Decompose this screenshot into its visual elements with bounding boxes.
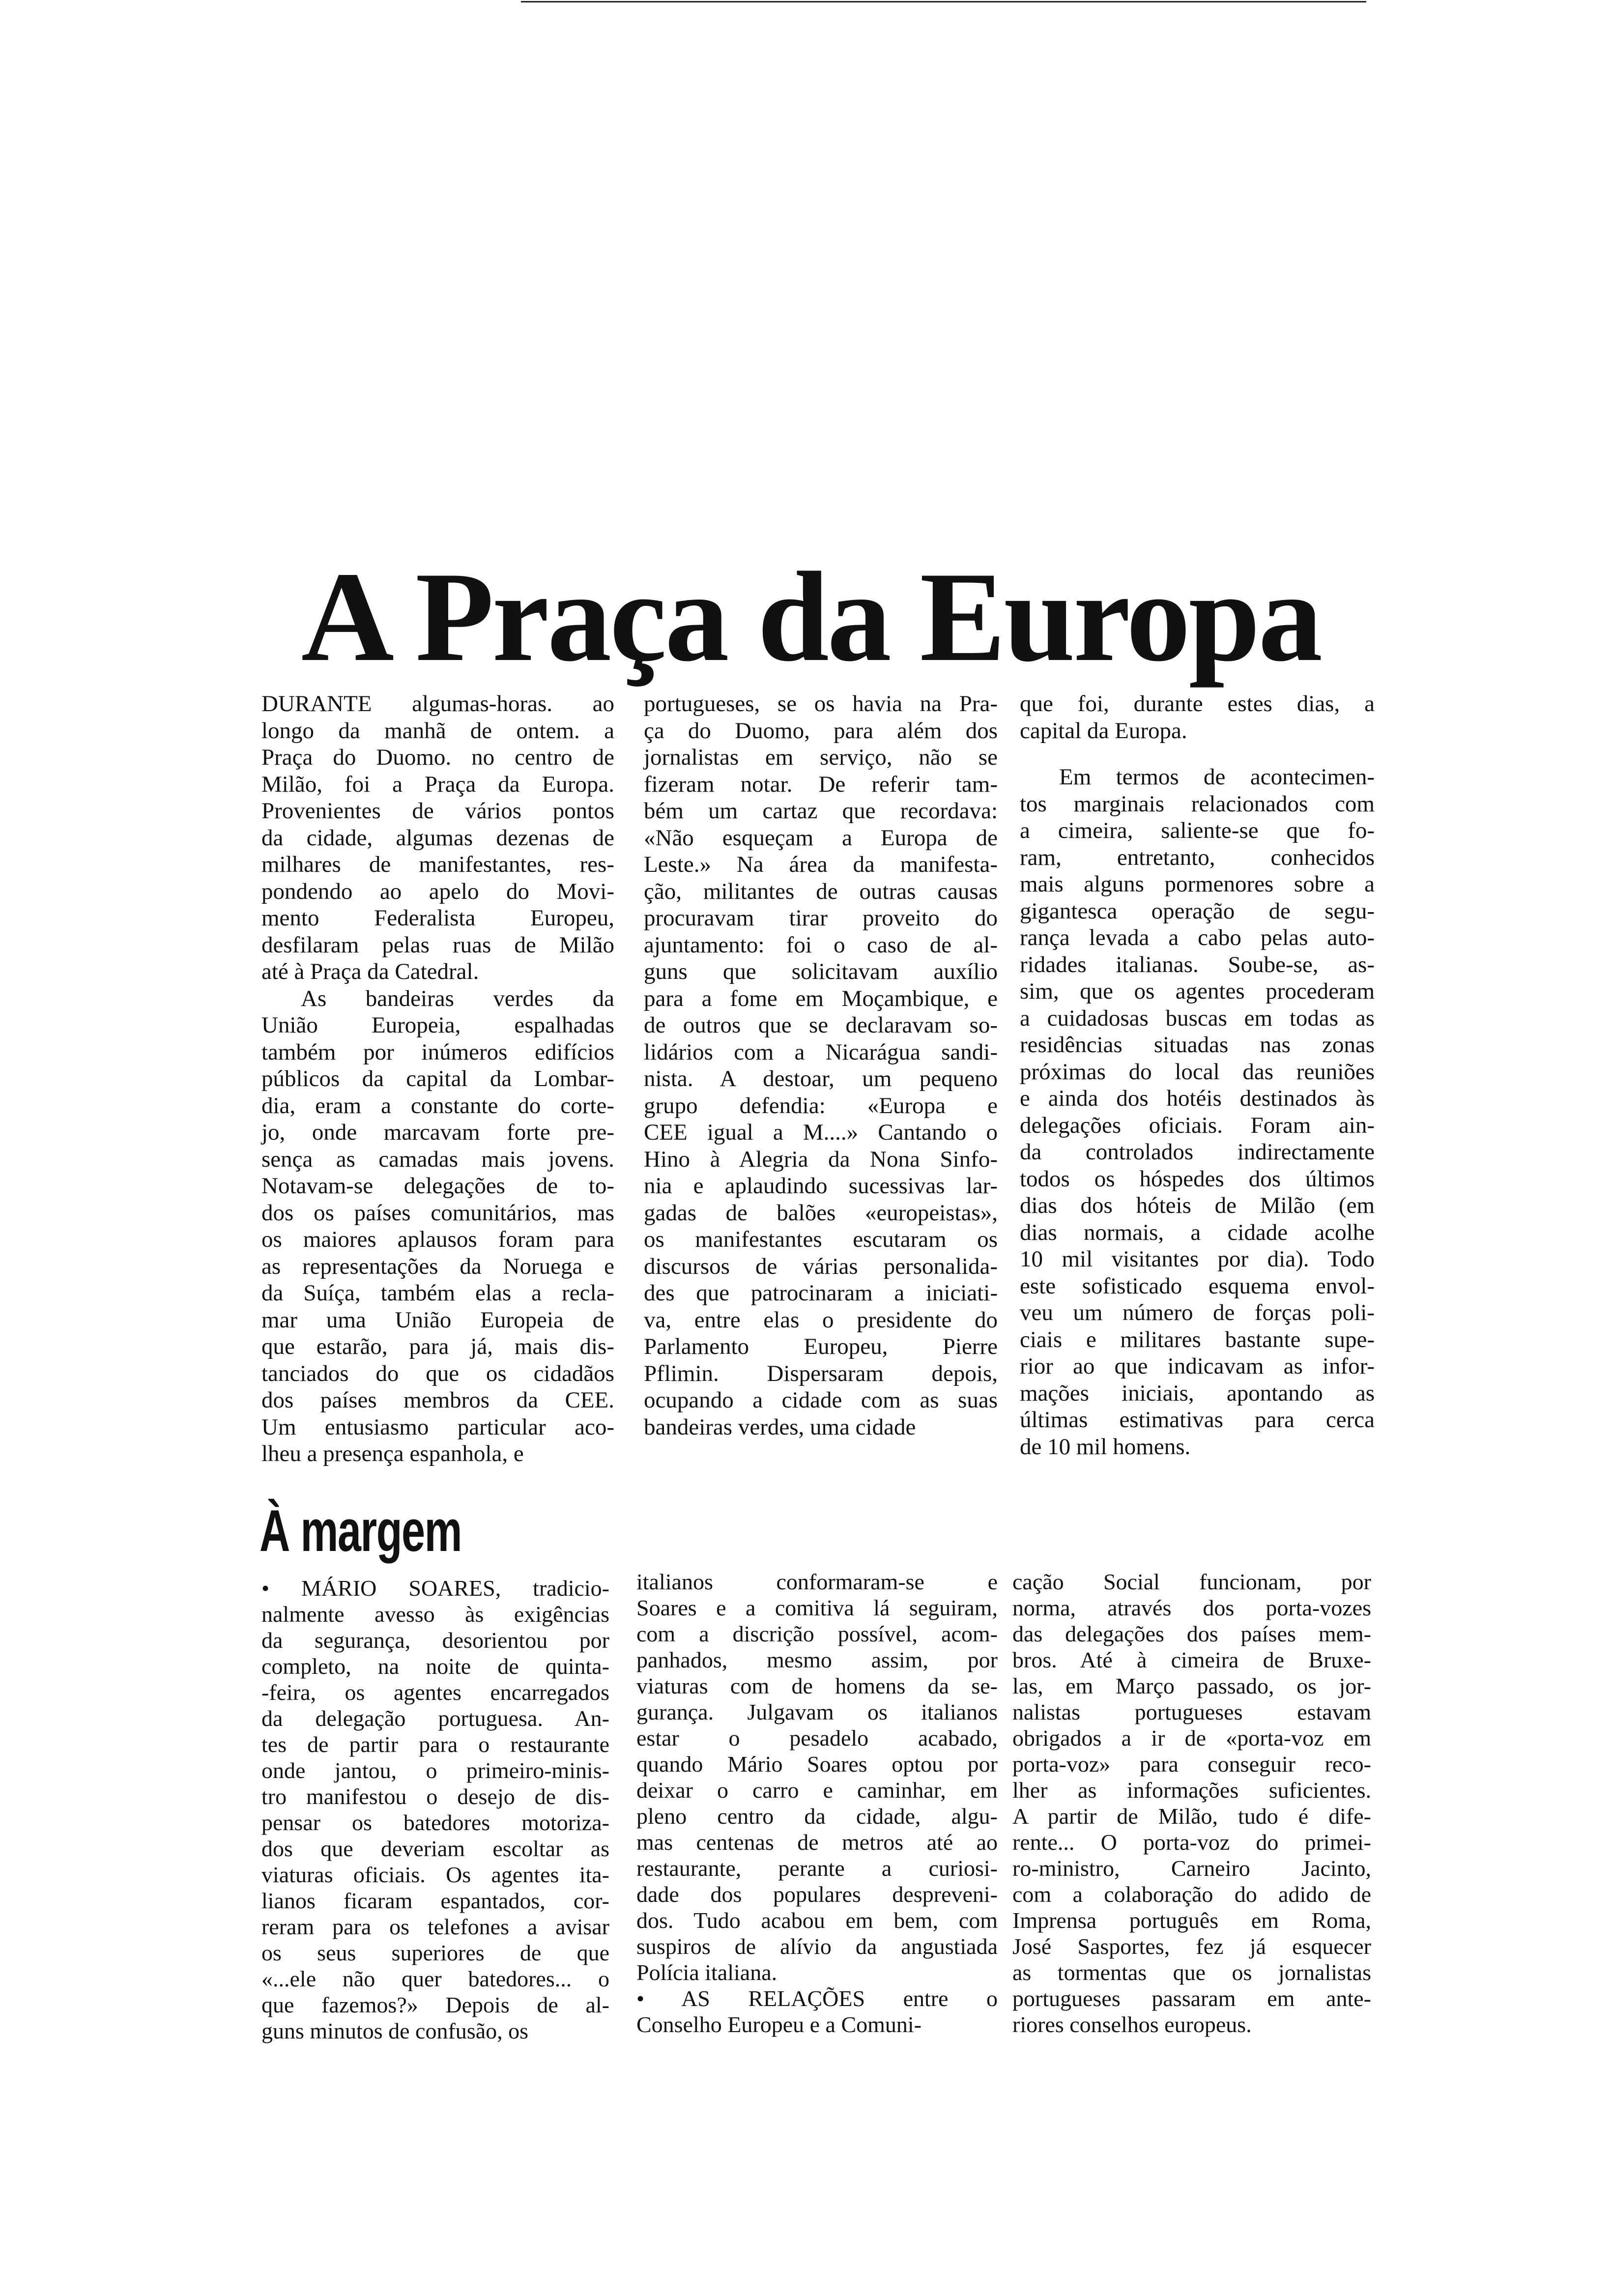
text-line: dos. Tudo acabou em bem, com (636, 1908, 998, 1933)
text-line: tanciados do que os cidadãos (261, 1360, 614, 1386)
text-line: nalmente avesso às exigências (261, 1602, 609, 1627)
text-line: Provenientes de vários pontos (261, 798, 614, 824)
article-column-3 (1020, 690, 1375, 1460)
text-line: reram para os telefones a avisar (261, 1914, 609, 1939)
text-line: procuravam tirar proveito do (644, 905, 998, 931)
text-line: «...ele não quer batedores... o (261, 1966, 609, 1991)
text-line: da Suíça, também elas a recla- (261, 1280, 614, 1306)
text-line: rança levada a cabo pelas auto- (1020, 925, 1375, 950)
text-line: Praça do Duomo. no centro de (261, 745, 614, 770)
text-line: gigantesca operação de segu- (1020, 898, 1375, 924)
margin-column-2 (636, 1569, 998, 2038)
text-line: gadas de balões «europeistas», (644, 1200, 998, 1226)
text-line: onde jantou, o primeiro-minis- (261, 1758, 609, 1783)
text-line: discursos de várias personalida- (644, 1253, 998, 1279)
text-line: CEE igual a M....» Cantando o (644, 1119, 998, 1145)
text-line: portugueses passaram em ante- (1012, 1986, 1371, 2011)
text-line: ça do Duomo, para além dos (644, 718, 998, 744)
text-line: dias normais, a cidade acolhe (1020, 1219, 1375, 1245)
text-line: quando Mário Soares optou por (636, 1751, 998, 1777)
text-line: sença as camadas mais jovens. (261, 1146, 614, 1172)
section-title: À margem (259, 1498, 462, 1564)
text-line: lher as informações suficientes. (1012, 1778, 1371, 1803)
margin-column-3 (1012, 1569, 1371, 2038)
text-line: tro manifestou o desejo de dis- (261, 1784, 609, 1809)
text-line: Um entusiasmo particular aco- (261, 1414, 614, 1440)
text-line: ridades italianas. Soube-se, as- (1020, 951, 1375, 977)
text-line: pensar os batedores motoriza- (261, 1810, 609, 1835)
text-line: Imprensa português em Roma, (1012, 1908, 1371, 1933)
text-line: 10 mil visitantes por dia). Todo (1020, 1246, 1375, 1272)
text-line: mais alguns pormenores sobre a (1020, 871, 1375, 897)
text-line: Notavam-se delegações de to- (261, 1173, 614, 1199)
article-column-2 (644, 690, 998, 1440)
text-line: mas centenas de metros até ao (636, 1830, 998, 1855)
text-line: riores conselhos europeus. (1012, 2012, 1252, 2037)
text-line: bros. Até à cimeira de Bruxe- (1012, 1647, 1371, 1672)
text-line: ção, militantes de outras causas (644, 878, 998, 904)
text-line: este sofisticado esquema envol- (1020, 1273, 1375, 1299)
text-line: os maiores aplausos foram para (261, 1227, 614, 1252)
text-line: Soares e a comitiva lá seguiram, (636, 1595, 998, 1620)
text-line: Conselho Europeu e a Comuni- (636, 2012, 922, 2037)
text-line: rente... O porta-voz do primei- (1012, 1830, 1371, 1855)
text-line: sim, que os agentes procederam (1020, 978, 1375, 1004)
text-line: União Europeia, espalhadas (261, 1012, 614, 1038)
text-line: os seus superiores de que (261, 1940, 609, 1965)
text-line: deixar o carro e caminhar, em (636, 1778, 998, 1803)
text-line: que foi, durante estes dias, a (1020, 691, 1375, 717)
text-line: tes de partir para o restaurante (261, 1732, 609, 1757)
text-line: dos países membros da CEE. (261, 1387, 614, 1413)
text-line: lianos ficaram espantados, cor- (261, 1888, 609, 1913)
text-line: -feira, os agentes encarregados (261, 1680, 609, 1705)
text-line: grupo defendia: «Europa e (644, 1092, 998, 1119)
article-column-1 (261, 690, 614, 1467)
text-line: dia, eram a constante do corte- (261, 1092, 614, 1119)
text-line: dade dos populares despreveni- (636, 1882, 998, 1907)
text-line: pleno centro da cidade, algu- (636, 1804, 998, 1829)
text-line: que estarão, para já, mais dis- (261, 1334, 614, 1359)
text-line: fizeram notar. De referir tam- (644, 771, 998, 797)
text-line: capital da Europa. (1020, 718, 1187, 744)
text-line: os manifestantes escutaram os (644, 1227, 998, 1252)
text-line: ciais e militares bastante supe- (1020, 1326, 1375, 1352)
text-line: ro-ministro, Carneiro Jacinto, (1012, 1856, 1371, 1881)
text-line: portugueses, se os havia na Pra- (644, 691, 998, 717)
text-line: todos os hóspedes dos últimos (1020, 1166, 1375, 1192)
text-line: las, em Março passado, os jor- (1012, 1673, 1371, 1698)
text-line: ajuntamento: foi o caso de al- (644, 932, 998, 958)
text-line: com a colaboração do adido de (1012, 1882, 1371, 1907)
text-line: viaturas oficiais. Os agentes ita- (261, 1862, 609, 1887)
text-line: cação Social funcionam, por (1012, 1569, 1371, 1594)
text-line: guns minutos de confusão, os (261, 2018, 529, 2043)
text-line: milhares de manifestantes, res- (261, 852, 614, 877)
text-line: até à Praça da Catedral. (261, 959, 479, 984)
text-line: DURANTE algumas-horas. ao (261, 691, 614, 717)
text-line: José Sasportes, fez já esquecer (1012, 1934, 1371, 1959)
text-line: a cuidadosas buscas em todas as (1020, 1005, 1375, 1031)
text-line: a cimeira, saliente-se que fo- (1020, 818, 1375, 843)
text-line: que fazemos?» Depois de al- (261, 1992, 609, 2017)
text-line: dos que deveriam escoltar as (261, 1836, 609, 1861)
text-line: lheu a presença espanhola, e (261, 1441, 524, 1466)
text-line: para a fome em Moçambique, e (644, 985, 998, 1011)
text-line: veu um número de forças poli- (1020, 1300, 1375, 1325)
text-line: • AS RELAÇÕES entre o (636, 1986, 998, 2011)
text-line: panhados, mesmo assim, por (636, 1647, 998, 1672)
text-line: da segurança, desorientou por (261, 1628, 609, 1653)
text-line: viaturas com de homens da se- (636, 1673, 998, 1698)
text-line: também por inúmeros edifícios (261, 1039, 614, 1065)
text-line: des que patrocinaram a iniciati- (644, 1280, 998, 1306)
text-line: de outros que se declaravam so- (644, 1012, 998, 1038)
text-line: Pflimin. Dispersaram depois, (644, 1360, 998, 1386)
text-line: Parlamento Europeu, Pierre (644, 1334, 998, 1359)
text-line: gurança. Julgavam os italianos (636, 1699, 998, 1724)
text-line: rior ao que indicavam as infor- (1020, 1353, 1375, 1379)
text-line: mações iniciais, apontando as (1020, 1380, 1375, 1406)
text-line: tos marginais relacionados com (1020, 791, 1375, 817)
text-line: longo da manhã de ontem. a (261, 718, 614, 744)
text-line: da delegação portuguesa. An- (261, 1706, 609, 1731)
text-line: bandeiras verdes, uma cidade (644, 1414, 916, 1440)
text-line: nista. A destoar, um pequeno (644, 1066, 998, 1091)
text-line: nalistas portugueses estavam (1012, 1699, 1371, 1724)
text-line: estar o pesadelo acabado, (636, 1725, 998, 1751)
text-line: pondendo ao apelo do Movi- (261, 878, 614, 904)
text-line: Em termos de acontecimen- (1059, 764, 1375, 790)
text-line: desfilaram pelas ruas de Milão (261, 932, 614, 958)
text-line: Leste.» Na área da manifesta- (644, 852, 998, 877)
text-line: obrigados a ir de «porta-voz em (1012, 1725, 1371, 1751)
text-line: das delegações dos países mem- (1012, 1621, 1371, 1646)
text-line: da controlados indirectamente (1020, 1139, 1375, 1165)
text-line: últimas estimativas para cerca (1020, 1407, 1375, 1433)
text-line: ocupando a cidade com as suas (644, 1387, 998, 1413)
text-line: «Não esqueçam a Europa de (644, 825, 998, 851)
text-line: mar uma União Europeia de (261, 1307, 614, 1333)
text-line: as tormentas que os jornalistas (1012, 1960, 1371, 1985)
text-line: mento Federalista Europeu, (261, 905, 614, 931)
text-line: nia e aplaudindo sucessivas lar- (644, 1173, 998, 1199)
text-line: jornalistas em serviço, não se (644, 745, 998, 770)
text-line: da cidade, algumas dezenas de (261, 825, 614, 851)
text-line: completo, na noite de quinta- (261, 1654, 609, 1679)
text-line: dias dos hóteis de Milão (em (1020, 1193, 1375, 1218)
text-line: de 10 mil homens. (1020, 1434, 1191, 1460)
text-line: ram, entretanto, conhecidos (1020, 844, 1375, 870)
paragraph-gap (1020, 744, 1375, 764)
text-line: públicos da capital da Lombar- (261, 1066, 614, 1091)
text-line: dos os países comunitários, mas (261, 1200, 614, 1226)
text-line: jo, onde marcavam forte pre- (261, 1119, 614, 1145)
text-line: suspiros de alívio da angustiada (636, 1934, 998, 1959)
headline: A Praça da Europa (301, 545, 1321, 688)
text-line: Milão, foi a Praça da Europa. (261, 771, 614, 797)
text-line: delegações oficiais. Foram ain- (1020, 1112, 1375, 1138)
text-line: Polícia italiana. (636, 1960, 777, 1985)
text-line: • MÁRIO SOARES, tradicio- (261, 1576, 609, 1601)
top-rule (521, 1, 1366, 2)
text-line: com a discrição possível, acom- (636, 1621, 998, 1646)
text-line: lidários com a Nicarágua sandi- (644, 1039, 998, 1065)
text-line: A partir de Milão, tudo é dife- (1012, 1804, 1371, 1829)
text-line: Hino à Alegria da Nona Sinfo- (644, 1146, 998, 1172)
text-line: italianos conformaram-se e (636, 1569, 998, 1594)
text-line: va, entre elas o presidente do (644, 1307, 998, 1333)
text-line: residências situadas nas zonas (1020, 1032, 1375, 1058)
text-line: restaurante, perante a curiosi- (636, 1856, 998, 1881)
text-line: porta-voz» para conseguir reco- (1012, 1751, 1371, 1777)
text-line: norma, através dos porta-vozes (1012, 1595, 1371, 1620)
margin-column-1 (261, 1575, 609, 2044)
text-line: As bandeiras verdes da (301, 985, 614, 1011)
text-line: guns que solicitavam auxílio (644, 959, 998, 984)
text-line: as representações da Noruega e (261, 1253, 614, 1279)
text-line: próximas do local das reuniões (1020, 1059, 1375, 1085)
text-line: bém um cartaz que recordava: (644, 798, 998, 824)
text-line: e ainda dos hotéis destinados às (1020, 1086, 1375, 1111)
